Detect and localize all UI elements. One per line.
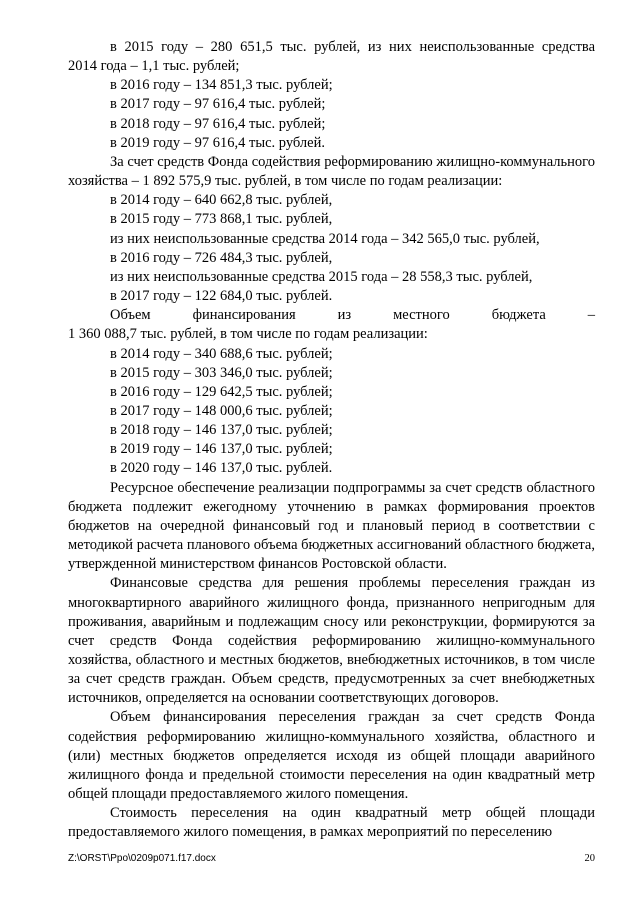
list-item: в 2014 году – 340 688,6 тыс. рублей; <box>110 345 333 362</box>
list-item: в 2016 году – 134 851,3 тыс. рублей; <box>110 77 333 94</box>
page-number: 20 <box>584 853 595 864</box>
list-item: в 2018 году – 146 137,0 тыс. рублей; <box>110 422 333 439</box>
list-item: в 2019 году – 146 137,0 тыс. рублей; <box>110 441 333 458</box>
paragraph-financial-means: Финансовые средства для решения проблемы переселения граждан из многоквартирного аварийного жилищного фонда, признанного непригодным для проживания, аварийным и подлежащим сносу или реконструкции, формируются за счет средств Фонда содействия реформированию жилищно-коммунального хозяйства, областного и местных бюджетов, внебюджетных источников, в том числе за счет средств граждан. Объем средств, предусмотренных за счет внебюджетных источников, определяется на основании соответствующих договоров. <box>68 575 595 707</box>
list-item: в 2020 году – 146 137,0 тыс. рублей. <box>110 460 333 477</box>
list-item: в 2015 году – 303 346,0 тыс. рублей; <box>110 364 333 381</box>
list-item: в 2016 году – 129 642,5 тыс. рублей; <box>110 383 333 400</box>
document-body <box>68 38 595 843</box>
paragraph-resettlement-volume: Объем финансирования переселения граждан за счет средств Фонда содействия реформированию жилищно-коммунального хозяйства, областного и (или) местных бюджетов определяется исходя из общей площади аварийного жилищного фонда и предельной стоимости переселения на один квадратный метр общей площади предоставляемого жилого помещения. <box>68 709 595 803</box>
paragraph-fund: За счет средств Фонда содействия реформированию жилищно-коммунального хозяйства – 1 892 575,9 тыс. рублей, в том числе по годам реализации: <box>68 153 595 190</box>
list-item: из них неиспользованные средства 2015 года – 28 558,3 тыс. рублей, <box>110 268 533 285</box>
paragraph-resource-provision: Ресурсное обеспечение реализации подпрограммы за счет средств областного бюджета подлежит ежегодному уточнению в рамках формирования проектов бюджетов на очередной финансовый год и плановый период в соответствии с методикой расчета планового объема бюджетных ассигнований областного бюджета, утвержденной министерством финансов Ростовской области. <box>68 479 595 573</box>
list-item: в 2015 году – 773 868,1 тыс. рублей, <box>110 211 333 228</box>
list-item: в 2014 году – 640 662,8 тыс. рублей, <box>110 192 333 209</box>
file-path: Z:\ORST\Ppo\0209p071.f17.docx <box>68 853 216 864</box>
paragraph-2015-continuation: 2014 года – 1,1 тыс. рублей; <box>68 58 240 75</box>
paragraph-local-budget-continuation: 1 360 088,7 тыс. рублей, в том числе по годам реализации: <box>68 326 428 343</box>
list-item: в 2016 году – 726 484,3 тыс. рублей, <box>110 249 333 266</box>
list-item: в 2019 году – 97 616,4 тыс. рублей. <box>110 134 325 151</box>
paragraph-2015-line: в 2015 году – 280 651,5 тыс. рублей, из них неиспользованные средства <box>110 39 595 55</box>
paragraph-local-budget: Объем финансирования из местного бюджета – <box>110 307 595 324</box>
paragraph-resettlement-cost: Стоимость переселения на один квадратный метр общей площади предоставляемого жилого помещения, в рамках мероприятий по переселению <box>68 805 595 841</box>
list-item: в 2017 году – 148 000,6 тыс. рублей; <box>110 402 333 419</box>
list-item: в 2018 году – 97 616,4 тыс. рублей; <box>110 115 326 132</box>
list-item: в 2017 году – 97 616,4 тыс. рублей; <box>110 96 326 113</box>
list-item: из них неиспользованные средства 2014 года – 342 565,0 тыс. рублей, <box>110 230 540 247</box>
list-item: в 2017 году – 122 684,0 тыс. рублей. <box>110 288 333 305</box>
